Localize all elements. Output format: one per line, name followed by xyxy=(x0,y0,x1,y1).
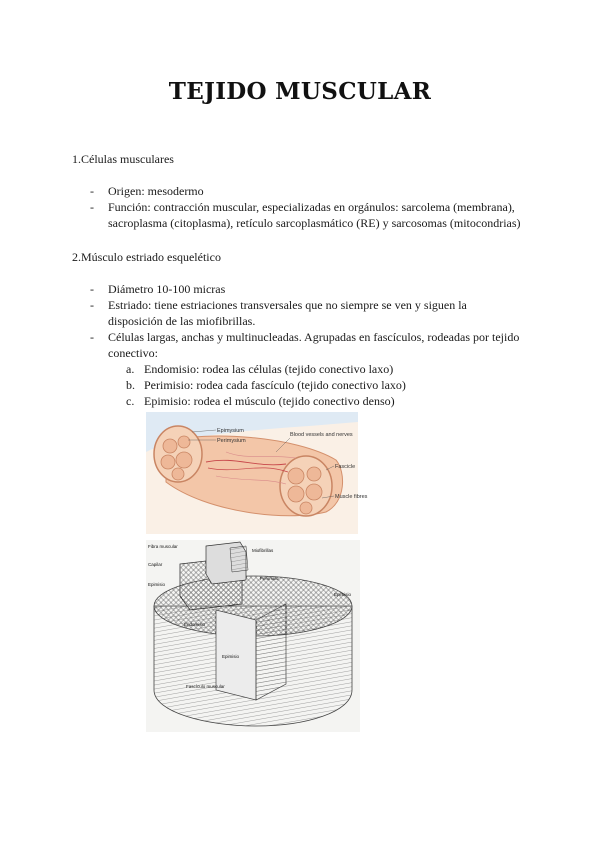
sublist-marker: b. xyxy=(126,378,135,392)
page-title: TEJIDO MUSCULAR xyxy=(168,78,432,105)
label-capilar: Capilar xyxy=(148,562,163,567)
label-perimysium: Perimysium xyxy=(217,438,246,444)
list-bullet: - xyxy=(90,200,94,214)
label-fibra-muscular: Fibra muscular xyxy=(148,544,178,549)
list-item-diametro: Diámetro 10-100 micras xyxy=(108,282,226,296)
muscle-illustration xyxy=(146,412,368,534)
list-item-funcion-line2: sacroplasma (citoplasma), retículo sarcoplasmático (RE) y sarcosomas (mitocondrias) xyxy=(108,216,521,230)
sublist-marker: c. xyxy=(126,394,135,408)
label-perimisio: Perimisio xyxy=(260,576,279,581)
label-epimysium: Epimysium xyxy=(217,428,244,434)
list-item-estriado-line1: Estriado: tiene estriaciones transversales que no siempre se ven y siguen la xyxy=(108,298,467,312)
sublist-item-endomisio: Endomisio: rodea las células (tejido conectivo laxo) xyxy=(144,362,394,376)
muscle-3d-illustration xyxy=(146,540,360,732)
list-item-celulas-line1: Células largas, anchas y multinucleadas. Agrupadas en fascículos, rodeadas por tejido xyxy=(108,330,520,344)
section-heading-musculo: 2.Músculo estriado esquelético xyxy=(72,250,221,264)
muscle-3d-figure xyxy=(146,540,360,732)
label-epimisio-mid: Epimisio xyxy=(222,654,240,659)
label-fascicle: Fascicle xyxy=(335,464,356,470)
list-item-estriado-line2: disposición de las miofibrillas. xyxy=(108,314,256,328)
label-endomisio: Endomisio xyxy=(184,622,206,627)
section-heading-celulas: 1.Células musculares xyxy=(72,152,174,166)
label-fasciculo: Fascículo muscular xyxy=(186,684,225,689)
sublist-marker: a. xyxy=(126,362,135,376)
list-item-funcion-line1: Función: contracción muscular, especializadas en orgánulos: sarcolema (membrana), xyxy=(108,200,515,214)
sublist-item-perimisio: Perimisio: rodea cada fascículo (tejido conectivo laxo) xyxy=(144,378,406,392)
label-epimisio-left: Epimisio xyxy=(148,582,166,587)
list-bullet: - xyxy=(90,298,94,312)
muscle-structure-figure xyxy=(146,412,368,534)
sublist-item-epimisio: Epimisio: rodea el músculo (tejido conectivo denso) xyxy=(144,394,395,408)
label-blood-vessels: Blood vessels and nerves xyxy=(290,432,353,438)
label-epimisio-right: Epimisio xyxy=(334,592,352,597)
label-muscle-fibres: Muscle fibres xyxy=(335,494,368,500)
list-bullet: - xyxy=(90,282,94,296)
list-bullet: - xyxy=(90,330,94,344)
list-item-celulas-line2: conectivo: xyxy=(108,346,158,360)
list-bullet: - xyxy=(90,184,94,198)
label-miofibrillas: Miofibrillas xyxy=(252,548,274,553)
list-item-origen: Origen: mesodermo xyxy=(108,184,204,198)
